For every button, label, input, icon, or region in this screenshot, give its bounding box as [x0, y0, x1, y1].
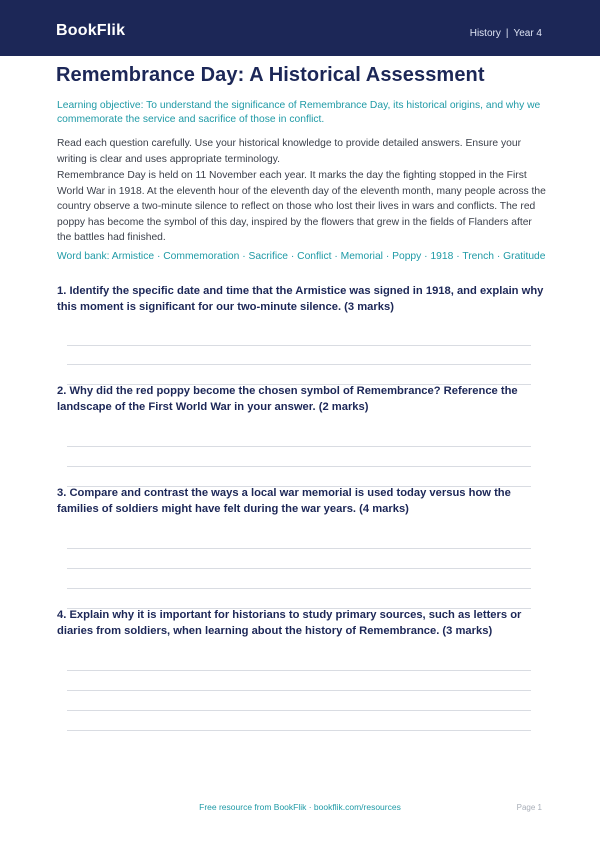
page-number: Page 1	[516, 803, 542, 812]
page-title: Remembrance Day: A Historical Assessment	[56, 64, 485, 86]
subject-label: History	[469, 28, 501, 39]
footer-credit[interactable]: Free resource from BookFlik · bookflik.com/resources	[199, 802, 401, 812]
answer-line[interactable]	[67, 710, 531, 711]
subject-level	[470, 28, 542, 39]
answer-line[interactable]	[67, 730, 531, 731]
question-4: 4. Explain why it is important for historians to study primary sources, such as letters or diaries from soldiers, when learning about the history of Remembrance. (3 marks)	[57, 609, 522, 637]
level-label: Year 4	[513, 28, 542, 39]
question-1: 1. Identify the specific date and time that the Armistice was signed in 1918, and explain why this moment is significant for our two-minute silence. (3 marks)	[57, 285, 544, 313]
meta-separator: |	[505, 28, 509, 39]
answer-line[interactable]	[67, 670, 531, 671]
answer-line[interactable]	[67, 364, 531, 365]
answer-line[interactable]	[67, 588, 531, 589]
context-paragraph: Remembrance Day is held on 11 November each year. It marks the day the fighting stopped in the First World War in 1918. At the eleventh hour of the eleventh day of the eleventh month, many people across the country observe a two-minute silence to reflect on those who lost their lives in wars and conflicts. The red poppy has become the symbol of this day, inspired by the flowers that grew in the fields of Flanders after the battles had finished.	[57, 170, 546, 243]
answer-line[interactable]	[67, 548, 531, 549]
answer-line[interactable]	[67, 568, 531, 569]
instructions: Read each question carefully. Use your historical knowledge to provide detailed answers. Ensure your writing is clear and uses appropriate terminology.	[57, 138, 521, 165]
answer-line[interactable]	[67, 446, 531, 447]
brand-logo: BookFlik	[56, 22, 126, 39]
page-header	[0, 0, 600, 56]
question-2: 2. Why did the red poppy become the chosen symbol of Remembrance? Reference the landscape of the First World War in your answer. (2 marks)	[57, 385, 518, 413]
learning-objective: Learning objective: To understand the significance of Remembrance Day, its historical origins, and why we commemorate the service and sacrifice of those in conflict.	[57, 100, 541, 125]
answer-line[interactable]	[67, 345, 531, 346]
question-3: 3. Compare and contrast the ways a local war memorial is used today versus how the families of soldiers might have felt during the war years. (4 marks)	[57, 487, 511, 515]
word-bank: Word bank: Armistice · Commemoration · Sacrifice · Conflict · Memorial · Poppy · 1918 · Trench · Gratitude	[57, 251, 546, 262]
answer-line[interactable]	[67, 690, 531, 691]
answer-line[interactable]	[67, 466, 531, 467]
